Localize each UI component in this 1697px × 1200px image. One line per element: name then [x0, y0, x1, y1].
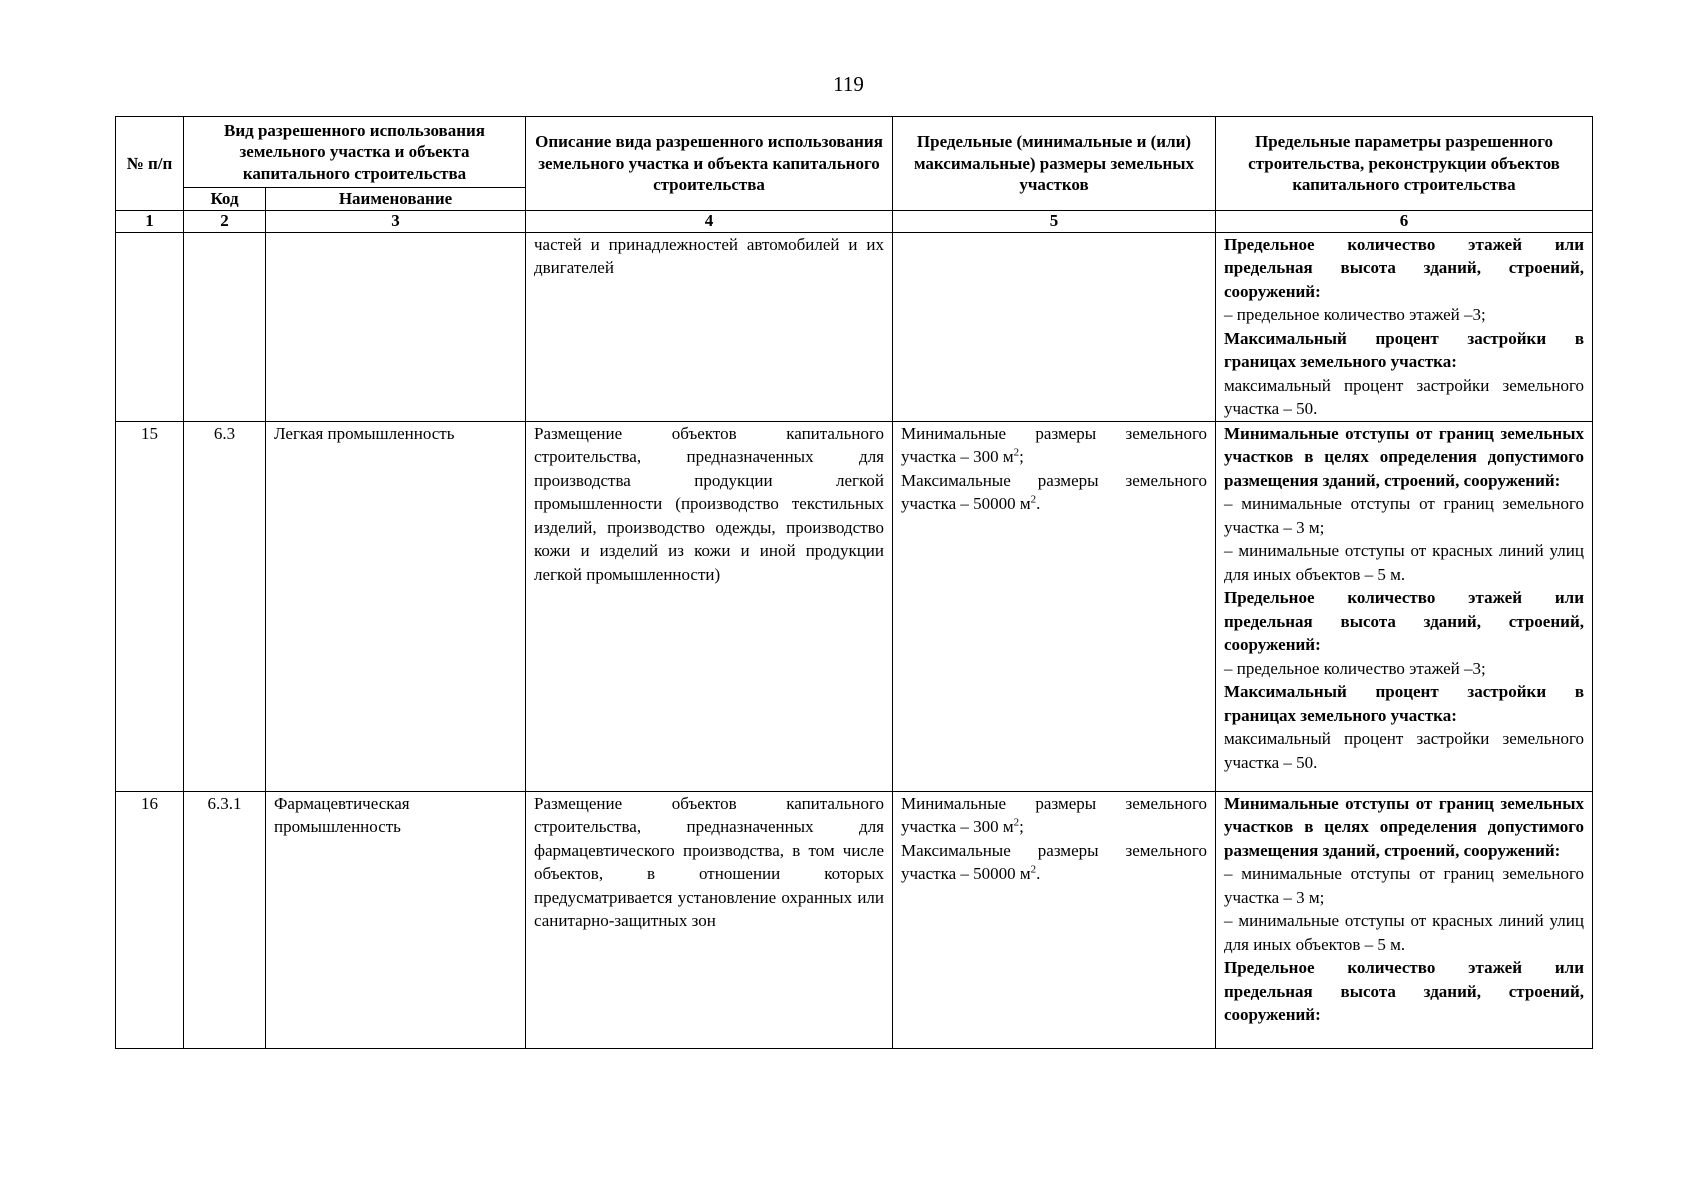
- header-params: Предельные параметры разрешенного строительства, реконструкции объектов капитального строительства: [1216, 117, 1593, 211]
- coverage-title: Максимальный процент застройки в границах земельного участка:: [1224, 328, 1584, 371]
- column-number: 6: [1216, 210, 1593, 232]
- max-size: Максимальные размеры земельного участка – 50000 $м^2$.: [901, 470, 1207, 513]
- setbacks-title: Минимальные отступы от границ земельных участков в целях определения допустимого размещения зданий, строений, сооружений:: [1224, 793, 1584, 860]
- row-params: [1216, 791, 1593, 1048]
- coverage-value: максимальный процент застройки земельного участка – 50.: [1224, 375, 1584, 418]
- land-use-table: [115, 116, 1593, 1049]
- header-type-group: Вид разрешенного использования земельного участка и объекта капитального строительства: [184, 117, 526, 188]
- column-number: 1: [116, 210, 184, 232]
- header-sizes: Предельные (минимальные и (или) максимальные) размеры земельных участков: [893, 117, 1216, 211]
- row-params: [1216, 421, 1593, 791]
- table-row: [116, 421, 1593, 791]
- setback-boundary: – минимальные отступы от границ земельного участка – 3 м;: [1224, 864, 1584, 907]
- column-number: 3: [266, 210, 526, 232]
- row-code: 6.3: [184, 421, 266, 791]
- setback-boundary: – минимальные отступы от границ земельного участка – 3 м;: [1224, 494, 1584, 537]
- row-num: [116, 232, 184, 421]
- column-number: 5: [893, 210, 1216, 232]
- max-size: Максимальные размеры земельного участка – 50000 $м^2$.: [901, 840, 1207, 883]
- min-size: Минимальные размеры земельного участка – 300 $м^2$;: [901, 423, 1207, 466]
- page-number: 119: [833, 72, 864, 96]
- row-sizes: [893, 232, 1216, 421]
- setbacks-title: Минимальные отступы от границ земельных участков в целях определения допустимого размещения зданий, строений, сооружений:: [1224, 423, 1584, 490]
- column-number: 2: [184, 210, 266, 232]
- row-name: Легкая промышленность: [266, 421, 526, 791]
- row-code: 6.3.1: [184, 791, 266, 1048]
- row-num: 16: [116, 791, 184, 1048]
- row-name: [266, 232, 526, 421]
- row-code: [184, 232, 266, 421]
- row-sizes: [893, 421, 1216, 791]
- header-num: № п/п: [116, 117, 184, 211]
- floors-value: – предельное количество этажей –3;: [1224, 305, 1486, 324]
- header-name: Наименование: [266, 188, 526, 211]
- header-row: [116, 117, 1593, 188]
- row-params: [1216, 232, 1593, 421]
- row-description: Размещение объектов капитального строительства, предназначенных для производства продукции легкой промышленности (производство текстильных изделий, производство одежды, производство кожи и изделий из кожи и иной продукции легкой промышленности): [526, 421, 893, 791]
- row-name: Фармацевтическая промышленность: [266, 791, 526, 1048]
- row-description: Размещение объектов капитального строительства, предназначенных для фармацевтического производства, в том числе объектов, в отношении которых предусматривается установление охранных или санитарно-защитных зон: [526, 791, 893, 1048]
- row-num: 15: [116, 421, 184, 791]
- header-code: Код: [184, 188, 266, 211]
- floors-value: – предельное количество этажей –3;: [1224, 658, 1486, 678]
- table-row: [116, 232, 1593, 421]
- coverage-value: максимальный процент застройки земельного участка – 50.: [1224, 729, 1584, 772]
- row-description: частей и принадлежностей автомобилей и их двигателей: [526, 232, 893, 421]
- setback-red-lines: – минимальные отступы от красных линий улиц для иных объектов – 5 м.: [1224, 541, 1584, 584]
- floors-title: Предельное количество этажей или предельная высота зданий, строений, сооружений:: [1224, 588, 1584, 654]
- floors-title: Предельное количество этажей или предельная высота зданий, строений, сооружений:: [1224, 234, 1584, 301]
- setback-red-lines: – минимальные отступы от красных линий улиц для иных объектов – 5 м.: [1224, 911, 1584, 954]
- column-number: 4: [526, 210, 893, 232]
- column-number-row: [116, 210, 1593, 232]
- row-sizes: [893, 791, 1216, 1048]
- min-size: Минимальные размеры земельного участка – 300 $м^2$;: [901, 793, 1207, 836]
- header-description: Описание вида разрешенного использования земельного участка и объекта капитального строительства: [526, 117, 893, 211]
- floors-title: Предельное количество этажей или предельная высота зданий, строений, сооружений:: [1224, 958, 1584, 1024]
- table-row: [116, 791, 1593, 1048]
- coverage-title: Максимальный процент застройки в границах земельного участка:: [1224, 682, 1584, 725]
